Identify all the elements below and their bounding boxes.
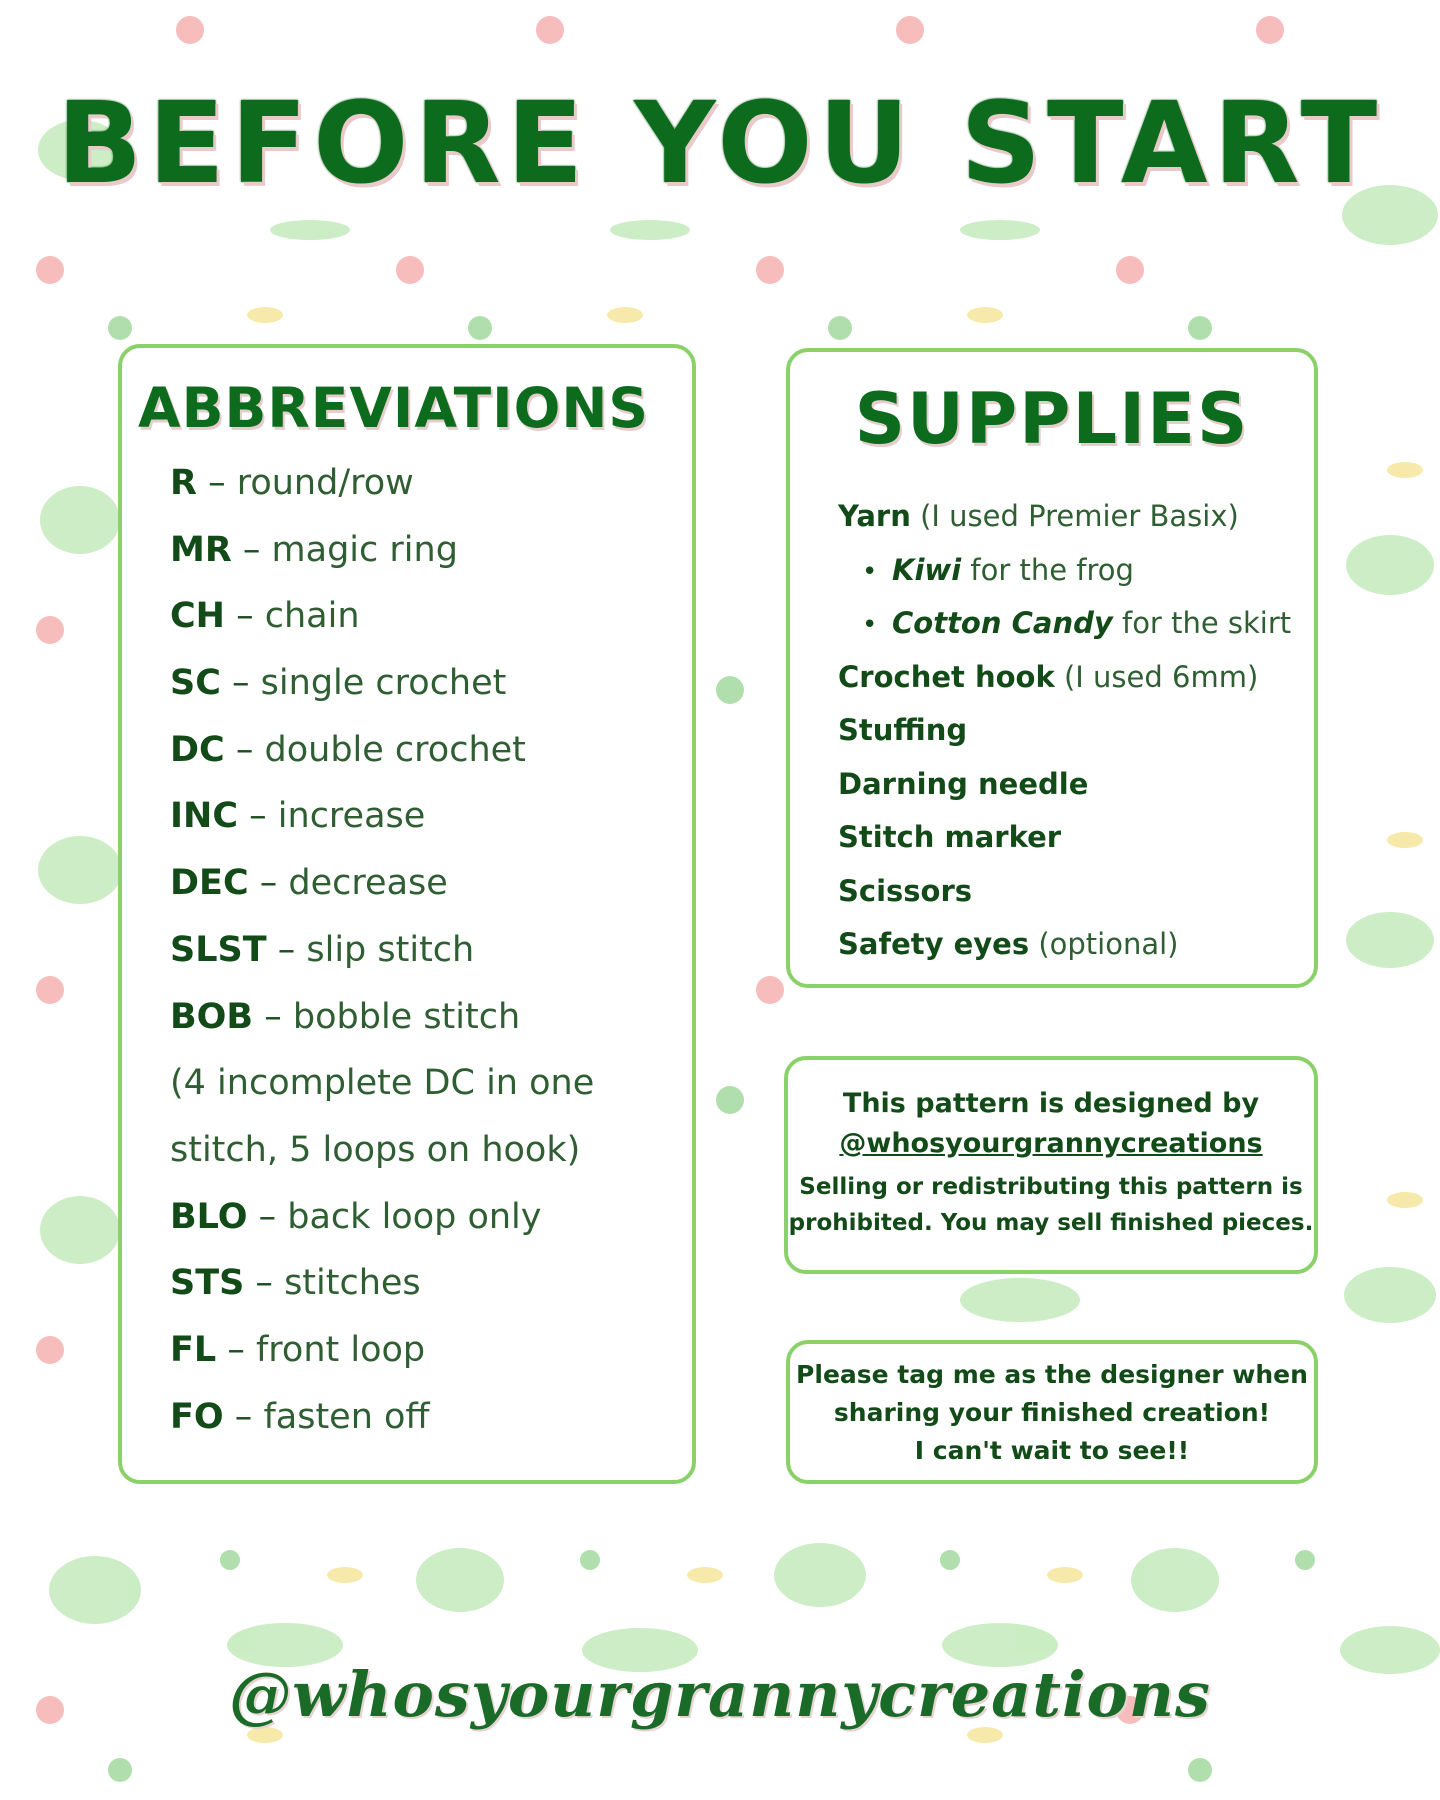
list-item: FO – fasten off: [170, 1396, 430, 1437]
abbreviation-code: SLST: [170, 929, 267, 970]
page-title: BEFORE YOU START: [56, 79, 1384, 209]
tag-text: Please tag me as the designer when: [796, 1360, 1308, 1389]
list-item: SC – single crochet: [170, 663, 507, 704]
list-item: [170, 1050, 594, 1117]
list-item: BOB – bobble stitch: [170, 996, 521, 1037]
abbreviation-desc: back loop only: [287, 1196, 542, 1237]
abbreviation-desc: chain: [264, 596, 360, 637]
supply-stuffing: [838, 704, 1291, 758]
supply-hook: [838, 651, 1291, 705]
list-item: STS – stitches: [170, 1263, 421, 1304]
list-item: MR – magic ring: [170, 529, 458, 570]
supply-yarn-color: [838, 544, 1291, 598]
supply-yarn-color: [838, 597, 1291, 651]
supply-marker: [838, 811, 1291, 865]
supply-note: (I used Premier Basix): [920, 499, 1239, 533]
abbreviation-desc: front loop: [255, 1329, 426, 1370]
abbreviation-code: FL: [170, 1329, 217, 1370]
supply-needle: [838, 758, 1291, 812]
supply-name: Darning needle: [838, 766, 1089, 801]
abbreviation-code: CH: [170, 596, 225, 637]
abbreviation-desc: increase: [277, 796, 426, 837]
yarn-color-name: Cotton Candy: [892, 606, 1113, 640]
abbreviation-code: BLO: [170, 1196, 248, 1237]
abbreviation-code: SC: [170, 663, 221, 704]
abbreviation-desc: single crochet: [260, 663, 507, 704]
abbreviation-desc: decrease: [288, 863, 448, 904]
list-item: DEC – decrease: [170, 863, 448, 904]
supply-note: (I used 6mm): [1063, 659, 1259, 694]
list-item: R – round/row: [170, 463, 414, 503]
designer-handle-link[interactable]: @whosyourgrannycreations: [839, 1128, 1263, 1159]
list-item: DC – double crochet: [170, 729, 526, 770]
tag-notice-card: [786, 1340, 1318, 1484]
abbreviation-code: MR: [170, 529, 232, 570]
abbreviation-desc: slip stitch: [306, 929, 475, 970]
supplies-list: [838, 490, 1291, 972]
yarn-color-name: Kiwi: [892, 552, 962, 587]
abbreviation-desc: fasten off: [263, 1396, 430, 1437]
supplies-card: [786, 348, 1318, 988]
list-item: BLO – back loop only: [170, 1196, 542, 1237]
abbreviation-desc: double crochet: [264, 729, 526, 770]
abbreviations-card: [118, 344, 696, 1484]
abbreviation-desc: stitch, 5 loops on hook): [170, 1129, 581, 1170]
supply-name: Yarn: [838, 499, 911, 533]
abbreviation-code: R: [170, 463, 197, 503]
bullet-icon: •: [862, 556, 878, 587]
footer-handle: @whosyourgrannycreations: [229, 1658, 1211, 1731]
abbreviation-desc: bobble stitch: [292, 996, 521, 1037]
list-item: INC – increase: [170, 796, 426, 837]
supply-scissors: [838, 865, 1291, 919]
abbreviation-code: FO: [170, 1396, 224, 1437]
designer-credit-card: [784, 1056, 1318, 1274]
supply-name: Stitch marker: [838, 820, 1062, 854]
abbreviation-code: INC: [170, 796, 239, 837]
supply-note: for the skirt: [1121, 606, 1292, 640]
credit-text: Selling or redistributing this pattern is: [799, 1174, 1303, 1200]
supplies-heading: SUPPLIES: [854, 378, 1250, 460]
list-item: SLST – slip stitch: [170, 929, 475, 970]
abbreviation-code: BOB: [170, 996, 254, 1037]
supply-name: Crochet hook: [838, 659, 1055, 694]
abbreviation-desc: stitches: [284, 1263, 421, 1304]
supply-name: Safety eyes: [838, 927, 1030, 961]
supply-note: (optional): [1038, 927, 1179, 961]
abbreviation-desc: magic ring: [271, 529, 458, 570]
abbreviation-code: DC: [170, 729, 225, 770]
supply-name: Scissors: [838, 873, 973, 908]
supply-yarn: [838, 490, 1291, 544]
supply-name: Stuffing: [838, 713, 968, 747]
list-item: CH – chain: [170, 596, 360, 637]
tag-text: I can't wait to see!!: [914, 1436, 1190, 1465]
credit-text: prohibited. You may sell finished pieces.: [788, 1210, 1314, 1236]
list-item: FL – front loop: [170, 1329, 426, 1370]
abbreviation-desc: (4 incomplete DC in one: [170, 1063, 595, 1104]
list-item: [170, 1117, 594, 1184]
supply-eyes: [838, 918, 1291, 972]
abbreviations-list: [170, 450, 594, 1450]
bullet-icon: •: [862, 610, 878, 640]
supply-note: for the frog: [970, 552, 1134, 587]
abbreviation-code: STS: [170, 1263, 245, 1304]
credit-text: This pattern is designed by: [842, 1088, 1260, 1119]
abbreviation-code: DEC: [170, 863, 249, 904]
tag-text: sharing your finished creation!: [833, 1398, 1271, 1427]
abbreviations-heading: ABBREVIATIONS: [138, 376, 650, 440]
abbreviation-desc: round/row: [236, 463, 414, 503]
